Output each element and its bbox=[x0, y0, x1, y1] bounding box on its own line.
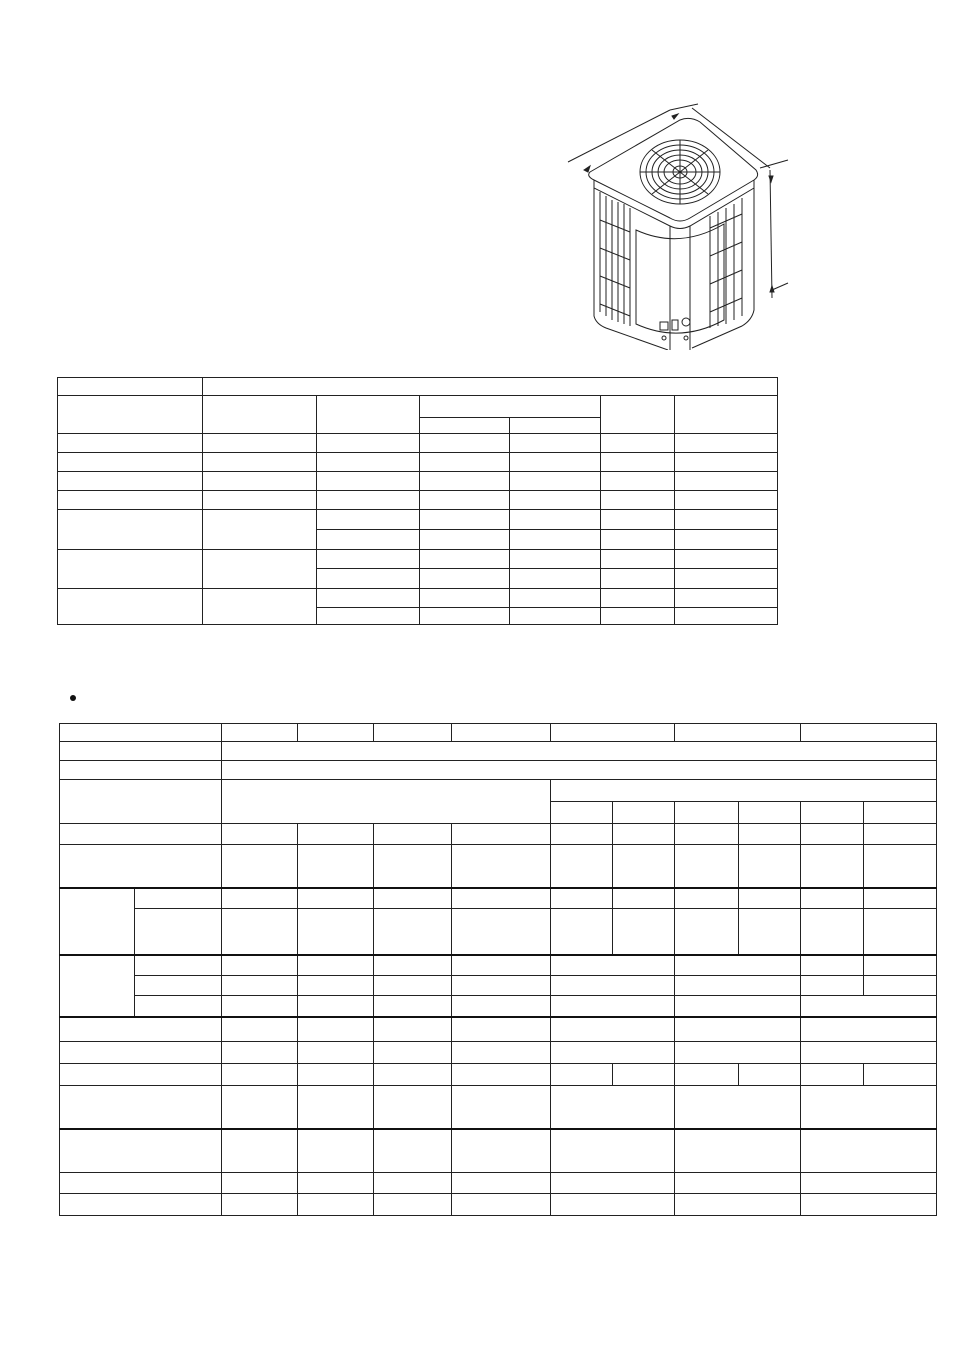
table-cell bbox=[420, 396, 601, 418]
table-cell bbox=[222, 742, 937, 761]
table-cell bbox=[58, 472, 203, 491]
table-row bbox=[60, 909, 937, 955]
table-row bbox=[60, 844, 937, 887]
table-cell bbox=[601, 453, 675, 472]
table-cell bbox=[801, 1041, 937, 1063]
table-cell bbox=[374, 955, 452, 975]
table-cell bbox=[58, 588, 203, 624]
table-cell bbox=[551, 823, 613, 844]
table-cell bbox=[510, 472, 601, 491]
table-row bbox=[58, 549, 778, 568]
table-cell bbox=[222, 844, 298, 887]
outdoor-condenser-unit-illustration bbox=[560, 100, 800, 350]
table-cell bbox=[452, 888, 551, 909]
table-row bbox=[60, 1172, 937, 1193]
table-cell bbox=[551, 909, 613, 955]
table-cell bbox=[222, 1129, 298, 1172]
table-cell bbox=[675, 1017, 801, 1041]
table-cell bbox=[298, 1172, 374, 1193]
table-cell bbox=[675, 549, 778, 568]
table-row bbox=[58, 396, 778, 418]
table-cell bbox=[60, 1193, 222, 1215]
table-cell bbox=[298, 909, 374, 955]
table-cell bbox=[675, 510, 778, 529]
table-cell bbox=[420, 510, 510, 529]
table-cell bbox=[298, 955, 374, 975]
table-cell bbox=[551, 780, 937, 801]
table-cell bbox=[551, 1172, 675, 1193]
table-cell bbox=[60, 955, 135, 1016]
table-cell bbox=[675, 955, 801, 975]
table-row bbox=[60, 780, 937, 801]
table-row bbox=[60, 1193, 937, 1215]
table-cell bbox=[60, 742, 222, 761]
table-cell bbox=[135, 975, 222, 995]
table-row bbox=[60, 1085, 937, 1128]
table-cell bbox=[317, 510, 420, 529]
table-cell bbox=[801, 823, 864, 844]
table-cell bbox=[864, 1063, 937, 1085]
table-cell bbox=[613, 1063, 675, 1085]
table-cell bbox=[60, 823, 222, 844]
table-cell bbox=[60, 1129, 222, 1172]
table-cell bbox=[675, 472, 778, 491]
table-cell bbox=[60, 780, 222, 823]
table-cell bbox=[374, 888, 452, 909]
table-cell bbox=[222, 780, 551, 823]
table-cell bbox=[551, 1041, 675, 1063]
table-row bbox=[58, 472, 778, 491]
table-cell bbox=[420, 418, 510, 434]
table-cell bbox=[420, 529, 510, 549]
table-cell bbox=[510, 607, 601, 624]
table-row bbox=[60, 724, 937, 742]
table-cell bbox=[675, 453, 778, 472]
table-cell bbox=[60, 1172, 222, 1193]
table-cell bbox=[58, 396, 203, 434]
table-cell bbox=[675, 844, 739, 887]
table-cell bbox=[420, 472, 510, 491]
table-cell bbox=[374, 844, 452, 887]
table-cell bbox=[420, 491, 510, 510]
specifications-table bbox=[59, 723, 937, 1216]
table-cell bbox=[222, 724, 298, 742]
table-cell bbox=[801, 1193, 937, 1215]
table-cell bbox=[801, 1063, 864, 1085]
table-cell bbox=[864, 955, 937, 975]
table-cell bbox=[801, 888, 864, 909]
table-cell bbox=[452, 1085, 551, 1128]
table-cell bbox=[452, 975, 551, 995]
table-cell bbox=[551, 844, 613, 887]
table-cell bbox=[374, 1063, 452, 1085]
table-cell bbox=[374, 1085, 452, 1128]
table-cell bbox=[420, 607, 510, 624]
table-row bbox=[60, 1017, 937, 1041]
table-cell bbox=[675, 909, 739, 955]
table-cell bbox=[374, 1129, 452, 1172]
table-cell bbox=[739, 1063, 801, 1085]
table-cell bbox=[739, 909, 801, 955]
table-cell bbox=[601, 588, 675, 607]
table-cell bbox=[452, 996, 551, 1017]
table-cell bbox=[420, 568, 510, 588]
table-cell bbox=[203, 396, 317, 434]
table-cell bbox=[203, 453, 317, 472]
table-cell bbox=[675, 1085, 801, 1128]
table-cell bbox=[801, 1129, 937, 1172]
table-row bbox=[60, 823, 937, 844]
table-row bbox=[60, 1129, 937, 1172]
table-cell bbox=[864, 801, 937, 823]
table-cell bbox=[452, 844, 551, 887]
table-cell bbox=[222, 975, 298, 995]
table-cell bbox=[58, 491, 203, 510]
table-cell bbox=[135, 888, 222, 909]
table-cell bbox=[317, 472, 420, 491]
table-cell bbox=[675, 396, 778, 434]
table-cell bbox=[864, 888, 937, 909]
table-cell bbox=[222, 1017, 298, 1041]
table-cell bbox=[60, 761, 222, 780]
table-cell bbox=[203, 588, 317, 624]
table-row bbox=[58, 434, 778, 453]
table-cell bbox=[58, 549, 203, 588]
table-cell bbox=[801, 955, 864, 975]
table-cell bbox=[452, 1129, 551, 1172]
table-cell bbox=[298, 1193, 374, 1215]
table-row bbox=[60, 1063, 937, 1085]
table-cell bbox=[675, 529, 778, 549]
table-cell bbox=[675, 607, 778, 624]
table-cell bbox=[675, 1172, 801, 1193]
table-cell bbox=[374, 1172, 452, 1193]
table-row bbox=[60, 975, 937, 995]
table-cell bbox=[135, 909, 222, 955]
table-row bbox=[60, 955, 937, 975]
table-cell bbox=[317, 529, 420, 549]
dimensions-table bbox=[57, 377, 778, 625]
table-cell bbox=[374, 823, 452, 844]
table-cell bbox=[420, 453, 510, 472]
table-cell bbox=[801, 996, 937, 1017]
table-cell bbox=[801, 1085, 937, 1128]
table-cell bbox=[739, 823, 801, 844]
table-cell bbox=[60, 844, 222, 887]
fan-grille-icon bbox=[640, 140, 720, 204]
table-cell bbox=[601, 607, 675, 624]
table-cell bbox=[551, 975, 675, 995]
table-cell bbox=[452, 724, 551, 742]
table-cell bbox=[551, 724, 675, 742]
table-cell bbox=[510, 453, 601, 472]
table-cell bbox=[551, 996, 675, 1017]
table-cell bbox=[510, 418, 601, 434]
table-cell bbox=[675, 491, 778, 510]
table-cell bbox=[203, 472, 317, 491]
table-cell bbox=[298, 975, 374, 995]
table-cell bbox=[222, 996, 298, 1017]
table-cell bbox=[222, 761, 937, 780]
table-cell bbox=[675, 568, 778, 588]
table-cell bbox=[452, 955, 551, 975]
table-cell bbox=[374, 1193, 452, 1215]
table-cell bbox=[613, 909, 675, 955]
table-cell bbox=[739, 801, 801, 823]
table-cell bbox=[601, 396, 675, 434]
table-cell bbox=[801, 909, 864, 955]
table-cell bbox=[675, 1129, 801, 1172]
table-cell bbox=[601, 491, 675, 510]
table-cell bbox=[551, 1193, 675, 1215]
table-cell bbox=[801, 801, 864, 823]
table-cell bbox=[58, 510, 203, 549]
table-cell bbox=[203, 434, 317, 453]
table-cell bbox=[298, 1041, 374, 1063]
table-cell bbox=[864, 975, 937, 995]
table-cell bbox=[203, 549, 317, 588]
table-cell bbox=[298, 844, 374, 887]
table-cell bbox=[510, 491, 601, 510]
table-row bbox=[58, 510, 778, 529]
table-cell bbox=[675, 1063, 739, 1085]
table-cell bbox=[317, 549, 420, 568]
table-cell bbox=[60, 1041, 222, 1063]
table-cell bbox=[864, 823, 937, 844]
table-cell bbox=[420, 588, 510, 607]
table-cell bbox=[601, 529, 675, 549]
table-row bbox=[60, 996, 937, 1017]
table-cell bbox=[551, 888, 613, 909]
table-cell bbox=[613, 888, 675, 909]
table-cell bbox=[58, 434, 203, 453]
table-cell bbox=[739, 888, 801, 909]
table-cell bbox=[298, 1129, 374, 1172]
table-cell bbox=[317, 568, 420, 588]
table-cell bbox=[420, 434, 510, 453]
table-cell bbox=[675, 1041, 801, 1063]
service-valves-icon bbox=[660, 318, 690, 340]
table-cell bbox=[298, 823, 374, 844]
table-cell bbox=[222, 1063, 298, 1085]
table-cell bbox=[222, 955, 298, 975]
table-cell bbox=[551, 955, 675, 975]
table-cell bbox=[675, 434, 778, 453]
table-cell bbox=[317, 588, 420, 607]
table-cell bbox=[510, 549, 601, 568]
table-cell bbox=[601, 434, 675, 453]
table-cell bbox=[801, 844, 864, 887]
table-cell bbox=[675, 996, 801, 1017]
table-cell bbox=[739, 844, 801, 887]
table-cell bbox=[675, 888, 739, 909]
table-cell bbox=[801, 1172, 937, 1193]
dimension-lines bbox=[568, 104, 788, 298]
table-cell bbox=[60, 724, 222, 742]
table-cell bbox=[374, 975, 452, 995]
table-cell bbox=[222, 1172, 298, 1193]
table-cell bbox=[298, 724, 374, 742]
table-cell bbox=[510, 568, 601, 588]
table-cell bbox=[420, 549, 510, 568]
table-cell bbox=[298, 888, 374, 909]
table-cell bbox=[135, 996, 222, 1017]
table-cell bbox=[601, 510, 675, 529]
table-cell bbox=[801, 975, 864, 995]
table-cell bbox=[60, 888, 135, 956]
table-cell bbox=[551, 1085, 675, 1128]
table-row bbox=[58, 491, 778, 510]
table-cell bbox=[60, 1017, 222, 1041]
table-cell bbox=[317, 607, 420, 624]
table-cell bbox=[864, 844, 937, 887]
table-cell bbox=[222, 1193, 298, 1215]
table-cell bbox=[60, 1085, 222, 1128]
table-cell bbox=[58, 453, 203, 472]
table-cell bbox=[374, 1017, 452, 1041]
table-cell bbox=[298, 1085, 374, 1128]
table-cell bbox=[298, 1017, 374, 1041]
table-row bbox=[58, 453, 778, 472]
table-cell bbox=[317, 434, 420, 453]
table-cell bbox=[317, 453, 420, 472]
table-row bbox=[60, 1041, 937, 1063]
table-cell bbox=[613, 823, 675, 844]
bullet-dot-icon bbox=[70, 695, 76, 701]
table-cell bbox=[374, 909, 452, 955]
table-cell bbox=[60, 1063, 222, 1085]
table-cell bbox=[298, 996, 374, 1017]
table-cell bbox=[510, 529, 601, 549]
table-cell bbox=[551, 1063, 613, 1085]
table-cell bbox=[374, 996, 452, 1017]
table-cell bbox=[801, 1017, 937, 1041]
table-cell bbox=[675, 801, 739, 823]
table-cell bbox=[801, 724, 937, 742]
table-cell bbox=[675, 1193, 801, 1215]
table-cell bbox=[551, 801, 613, 823]
unit-body-panels bbox=[594, 188, 754, 350]
table-cell bbox=[374, 1041, 452, 1063]
table-cell bbox=[613, 844, 675, 887]
table-cell bbox=[601, 549, 675, 568]
table-cell bbox=[135, 955, 222, 975]
table-cell bbox=[675, 975, 801, 995]
table-cell bbox=[203, 510, 317, 549]
table-cell bbox=[675, 588, 778, 607]
table-cell bbox=[222, 909, 298, 955]
table-cell bbox=[374, 724, 452, 742]
table-cell bbox=[452, 1063, 551, 1085]
table-cell bbox=[452, 1041, 551, 1063]
table-cell bbox=[58, 378, 203, 396]
table-row bbox=[60, 742, 937, 761]
table-cell bbox=[675, 724, 801, 742]
table-cell bbox=[452, 1172, 551, 1193]
table-cell bbox=[203, 378, 778, 396]
table-row bbox=[58, 588, 778, 607]
table-cell bbox=[510, 510, 601, 529]
table-cell bbox=[317, 491, 420, 510]
table-cell bbox=[551, 1129, 675, 1172]
table-cell bbox=[864, 909, 937, 955]
table-cell bbox=[203, 491, 317, 510]
table-cell bbox=[298, 1063, 374, 1085]
table-cell bbox=[222, 1041, 298, 1063]
table-cell bbox=[601, 472, 675, 491]
table-row bbox=[58, 378, 778, 396]
table-cell bbox=[452, 1193, 551, 1215]
table-cell bbox=[601, 568, 675, 588]
table-cell bbox=[613, 801, 675, 823]
table-cell bbox=[452, 1017, 551, 1041]
table-cell bbox=[551, 1017, 675, 1041]
table-cell bbox=[510, 588, 601, 607]
table-cell bbox=[222, 823, 298, 844]
table-cell bbox=[452, 909, 551, 955]
table-cell bbox=[222, 888, 298, 909]
table-cell bbox=[675, 823, 739, 844]
table-cell bbox=[452, 823, 551, 844]
table-cell bbox=[222, 1085, 298, 1128]
table-row bbox=[60, 761, 937, 780]
table-cell bbox=[317, 396, 420, 434]
table-cell bbox=[510, 434, 601, 453]
table-row bbox=[60, 888, 937, 909]
